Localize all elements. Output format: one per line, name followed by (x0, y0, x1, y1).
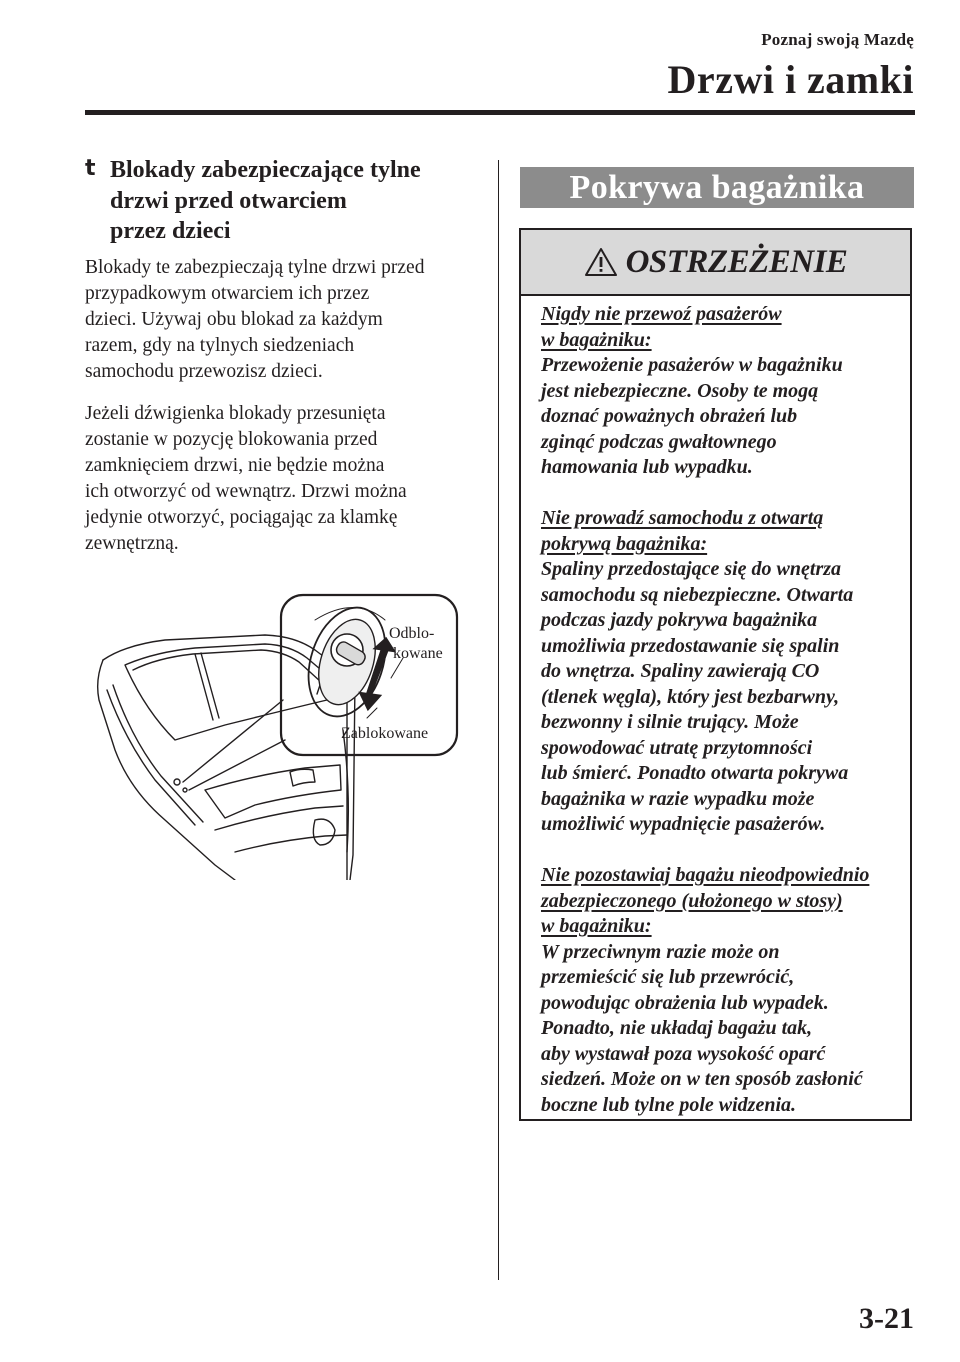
chapter-subtitle: Poznaj swoją Mazdę (761, 30, 914, 49)
warning-item-heading: w bagażniku: (541, 915, 652, 937)
section-marker: t (85, 156, 96, 181)
warning-line: umożliwia przedostawanie się spalin (541, 634, 840, 657)
warning-line: hamowania lub wypadku. (541, 456, 753, 478)
warning-item-open-trunk (541, 506, 901, 838)
label-unlocked-1: Odblo- (389, 625, 435, 642)
chapter-title: Drzwi i zamki (667, 57, 914, 102)
text-line: ich otworzyć od wewnątrz. Drzwi można (85, 481, 407, 502)
label-locked: Zablokowane (341, 725, 429, 742)
warning-line: do wnętrza. Spaliny zawierają CO (541, 660, 820, 682)
warning-header (521, 230, 910, 296)
warning-line: Spaliny przedostające się do wnętrza (541, 558, 842, 580)
header-rule (85, 110, 915, 115)
warning-title: OSTRZEŻENIE (625, 243, 848, 280)
child-lock-figure (85, 590, 470, 880)
warning-item-heading: pokrywą bagażnika: (541, 532, 708, 555)
warning-line: powodując obrażenia lub wypadek. (541, 991, 829, 1014)
warning-item-heading: zabezpieczonego (ułożonego w stosy) (541, 889, 843, 912)
section-heading-line: drzwi przed otwarciem (110, 187, 347, 214)
paragraph-purpose (85, 255, 485, 385)
text-line: samochodu przewozisz dzieci. (85, 361, 323, 382)
warning-line: samochodu są niebezpieczne. Otwarta (541, 583, 854, 606)
warning-item-heading: Nie prowadź samochodu z otwartą (541, 507, 824, 529)
warning-item-heading: w bagażniku: (541, 328, 652, 351)
warning-body (541, 302, 901, 1144)
text-line: Blokady te zabezpieczają tylne drzwi przed (85, 257, 425, 278)
text-line: przypadkowym otwarciem ich przez (85, 283, 370, 304)
page-number: 3-21 (859, 1302, 914, 1335)
text-line: razem, gdy na tylnych siedzeniach (85, 335, 355, 356)
warning-item-heading: Nie pozostawiaj bagażu nieodpowiednio (541, 864, 870, 886)
column-divider (498, 160, 499, 1280)
warning-item-heading: Nigdy nie przewoź pasażerów (541, 303, 782, 325)
text-line: zostanie w pozycję blokowania przed (85, 429, 378, 450)
section-heading (110, 155, 490, 247)
warning-line: bezwonny i silnie trujący. Może (541, 711, 799, 733)
warning-item-luggage (541, 863, 901, 1118)
warning-line: W przeciwnym razie może on (541, 940, 780, 963)
text-line: zewnętrzną. (85, 533, 179, 554)
text-line: dzieci. Używaj obu blokad za każdym (85, 309, 383, 330)
warning-line: umożliwić wypadnięcie pasażerów. (541, 813, 826, 835)
warning-line: jest niebezpieczne. Osoby te mogą (541, 379, 819, 402)
warning-line: zginąć podczas gwałtownego (541, 430, 777, 453)
warning-line: Przewożenie pasażerów w bagażniku (541, 354, 843, 376)
text-line: Jeżeli dźwigienka blokady przesunięta (85, 403, 386, 424)
section-heading-line: przez dzieci (110, 218, 231, 244)
warning-line: (tlenek węgla), który jest bezbarwny, (541, 685, 840, 708)
warning-line: doznać poważnych obrażeń lub (541, 405, 798, 427)
text-line: zamknięciem drzwi, nie będzie można (85, 455, 385, 476)
warning-line: aby wystawał poza wysokość oparć (541, 1042, 826, 1065)
warning-line: bagażnika w razie wypadku może (541, 787, 815, 810)
trunk-section-title: Pokrywa bagażnika (520, 167, 914, 208)
warning-triangle-icon (584, 247, 618, 277)
warning-item-passengers (541, 302, 901, 481)
warning-line: Ponadto, nie układaj bagażu tak, (541, 1017, 813, 1039)
warning-line: spowodować utratę przytomności (541, 736, 813, 759)
label-unlocked-2: kowane (393, 645, 443, 662)
warning-line: boczne lub tylne pole widzenia. (541, 1093, 796, 1116)
warning-line: przemieścić się lub przewrócić, (541, 966, 795, 988)
warning-line: siedzeń. Może on w ten sposób zasłonić (541, 1068, 863, 1090)
warning-box (519, 228, 912, 1121)
warning-line: podczas jazdy pokrywa bagażnika (541, 609, 818, 631)
text-line: jedynie otworzyć, pociągając za klamkę (85, 507, 398, 528)
warning-line: lub śmierć. Ponadto otwarta pokrywa (541, 762, 849, 784)
rear-door-child-lock-illustration (85, 590, 470, 880)
section-heading-line: Blokady zabezpieczające tylne (110, 157, 421, 183)
paragraph-operation (85, 401, 485, 557)
